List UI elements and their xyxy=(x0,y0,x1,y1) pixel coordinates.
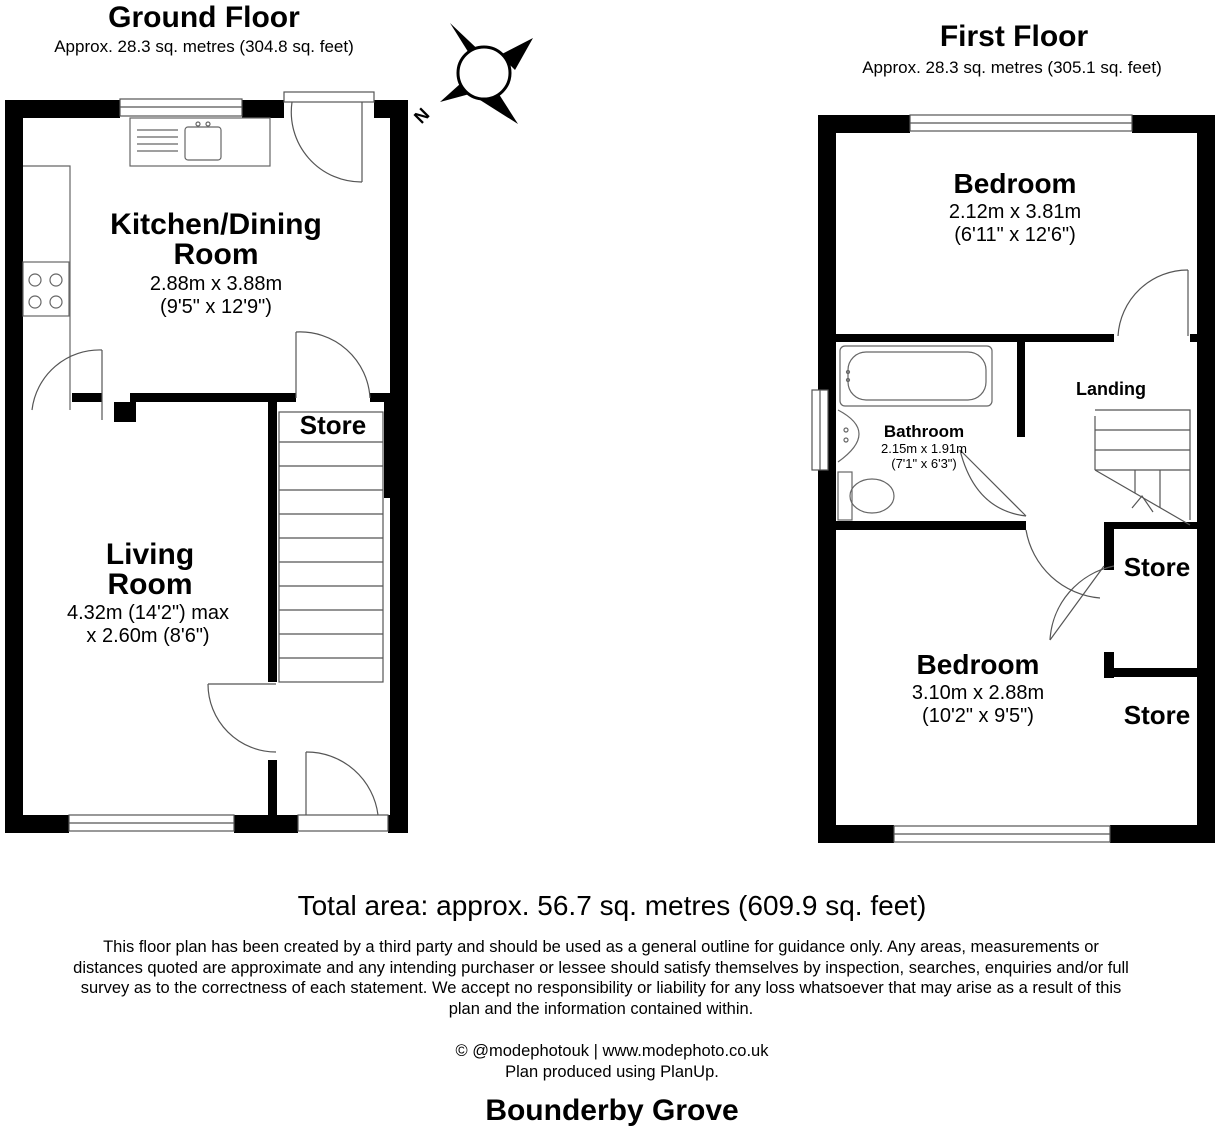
bathroom-dimensions-imperial: (7'1" x 6'3") xyxy=(891,456,957,471)
kitchen-dining-label-line2: Room xyxy=(173,238,259,271)
bathroom-label: Bathroom xyxy=(883,422,965,441)
ground-floor-area: Approx. 28.3 sq. metres (304.8 sq. feet) xyxy=(54,37,354,56)
disclaimer-text: This floor plan has been created by a third party and should be used as a general outline for guidance only. Any areas, measurements or distances quoted are approximate and any intending purchaser or lessee should satisfy themselves by inspection, searches, enquiries and/or full survey as to the correctness of each statement. We accept no responsibility or liability for any loss whatsoever that may arise as a result of this plan and the information contained within. xyxy=(73,938,1129,1018)
first-floor-title: First Floor xyxy=(939,20,1089,53)
total-area: Total area: approx. 56.7 sq. metres (609.9 sq. feet) xyxy=(297,890,927,921)
compass-north-label: N xyxy=(410,104,434,128)
bedroom1-dimensions-imperial: (6'11" x 12'6") xyxy=(954,224,1076,246)
bedroom2-label: Bedroom xyxy=(916,649,1040,680)
kitchen-dining-dimensions: 2.88m x 3.88m xyxy=(149,273,283,295)
living-room-dimensions: 4.32m (14'2") max xyxy=(66,602,230,624)
ground-floor-title: Ground Floor xyxy=(108,1,300,34)
living-room-dimensions-line2: x 2.60m (8'6") xyxy=(86,625,210,647)
bedroom1-label: Bedroom xyxy=(953,168,1077,199)
ground-floor-doors xyxy=(32,92,388,831)
property-address: Bounderby Grove xyxy=(485,1094,739,1127)
first-store-lower-label: Store xyxy=(1123,700,1191,730)
ground-floor xyxy=(5,1,408,833)
compass-icon xyxy=(410,23,533,127)
bathroom-dimensions: 2.15m x 1.91m xyxy=(881,441,967,456)
first-floor-doors xyxy=(960,270,1191,640)
kitchen-dining-dimensions-imperial: (9'5" x 12'9") xyxy=(160,296,272,318)
bedroom1-dimensions: 2.12m x 3.81m xyxy=(948,201,1082,223)
kitchen-dining-label: Kitchen/Dining xyxy=(110,208,322,241)
living-room-label: Living xyxy=(105,538,195,571)
bedroom2-dimensions-imperial: (10'2" x 9'5") xyxy=(922,705,1034,727)
living-room-label-line2: Room xyxy=(107,568,193,601)
first-floor-stairs xyxy=(1095,410,1190,525)
ground-store-label: Store xyxy=(299,410,367,440)
bedroom2-dimensions: 3.10m x 2.88m xyxy=(911,682,1045,704)
first-floor-area: Approx. 28.3 sq. metres (305.1 sq. feet) xyxy=(862,58,1162,77)
landing-label: Landing xyxy=(1076,379,1146,399)
ground-floor-stairs xyxy=(279,412,383,682)
credit-line: © @modephotouk | www.modephoto.co.uk xyxy=(455,1042,769,1060)
first-store-upper-label: Store xyxy=(1123,552,1191,582)
first-floor xyxy=(812,20,1215,843)
produced-by-line: Plan produced using PlanUp. xyxy=(505,1063,719,1081)
